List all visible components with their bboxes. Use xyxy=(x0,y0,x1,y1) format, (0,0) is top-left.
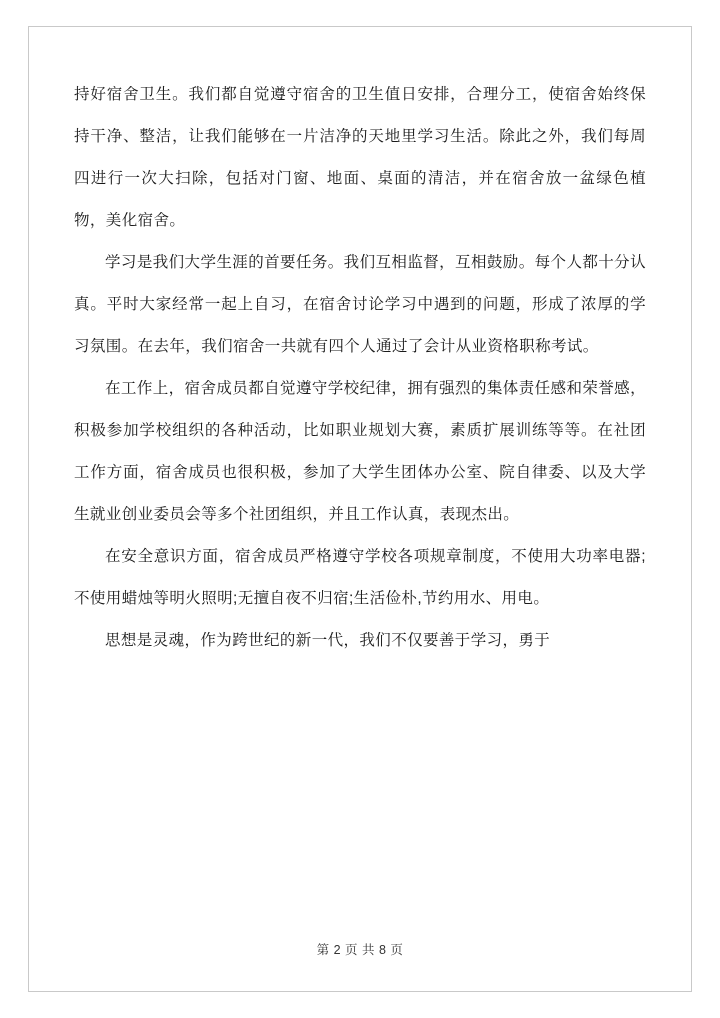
paragraph: 持好宿舍卫生。我们都自觉遵守宿舍的卫生值日安排，合理分工，使宿舍始终保持干净、整洁，让我们能够在一片洁净的天地里学习生活。除此之外，我们每周四进行一次大扫除，包括对门窗、地面、桌面的清洁，并在宿舍放一盆绿色植物，美化宿舍。 xyxy=(74,86,646,229)
paragraph: 思想是灵魂，作为跨世纪的新一代，我们不仅要善于学习，勇于 xyxy=(105,632,551,649)
page-footer xyxy=(0,940,720,958)
paragraph: 学习是我们大学生涯的首要任务。我们互相监督，互相鼓励。每个人都十分认真。平时大家经常一起上自习，在宿舍讨论学习中遇到的问题，形成了浓厚的学习氛围。在去年，我们宿舍一共就有四个人通过了会计从业资格职称考试。 xyxy=(74,254,646,355)
paragraph: 在安全意识方面，宿舍成员严格遵守学校各项规章制度，不使用大功率电器;不使用蜡烛等明火照明;无擅自夜不归宿;生活俭朴,节约用水、用电。 xyxy=(74,548,646,607)
page-number-label: 第 2 页 共 8 页 xyxy=(316,943,404,957)
document-body xyxy=(74,74,646,662)
paragraph: 在工作上，宿舍成员都自觉遵守学校纪律，拥有强烈的集体责任感和荣誉感，积极参加学校组织的各种活动，比如职业规划大赛，素质扩展训练等等。在社团工作方面，宿舍成员也很积极，参加了大学生团体办公室、院自律委、以及大学生就业创业委员会等多个社团组织，并且工作认真，表现杰出。 xyxy=(74,380,646,523)
